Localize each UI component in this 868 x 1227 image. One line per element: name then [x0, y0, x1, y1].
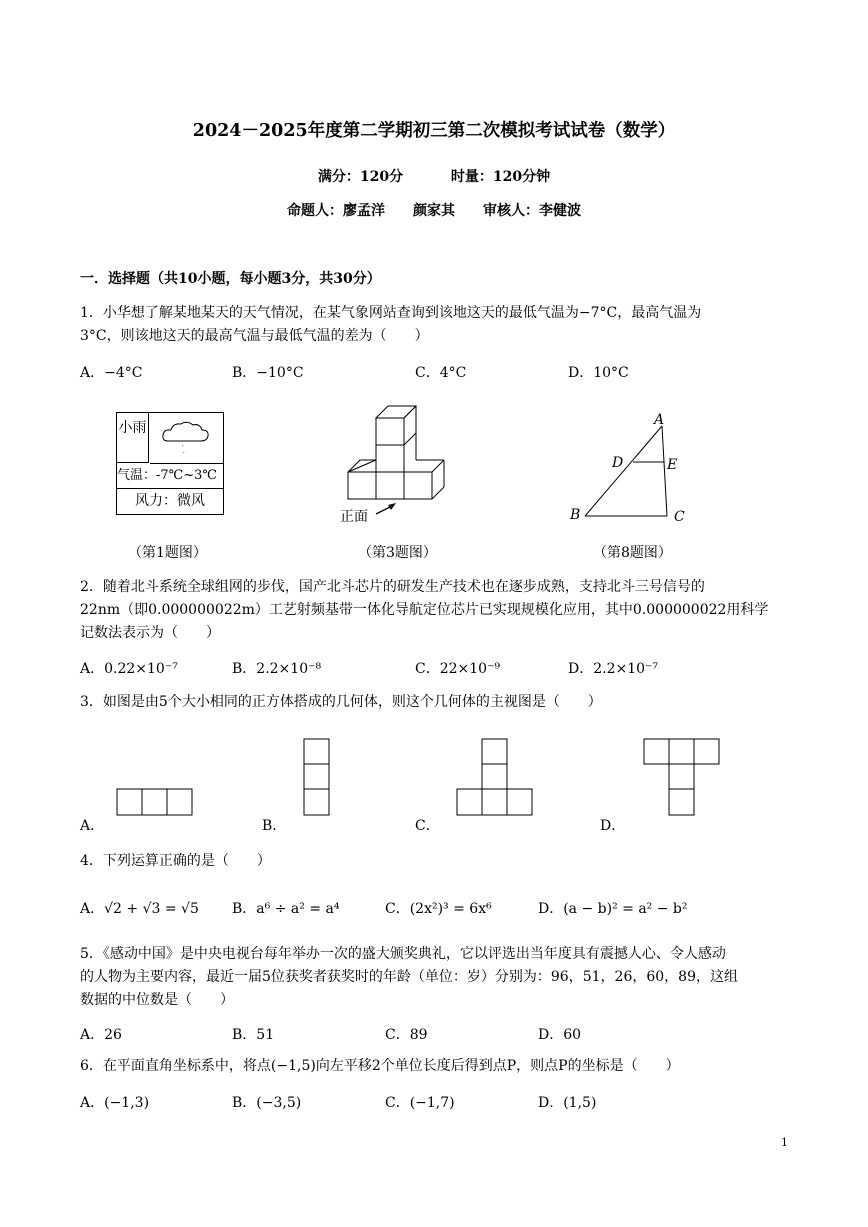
- point-d-label: D: [612, 455, 624, 471]
- q1-line2: 3°C，则该地这天的最高气温与最低气温的差为（ ）: [80, 328, 429, 344]
- q5-option-c: C．89: [385, 1027, 428, 1043]
- page-number: 1: [781, 1136, 788, 1149]
- q5-line1: 5．《感动中国》是中央电视台每年举办一次的盛大颁奖典礼，它以评选出当年度具有震撼人心、令人感动: [80, 946, 726, 962]
- figure-caption-3: （第3题图）: [358, 545, 437, 561]
- score-label: 满分：120分: [317, 169, 404, 185]
- q5-line2: 的人物为主要内容，最近一届5位获奖者获奖时的年龄（单位：岁）分别为：96，51，26，60，89，这组: [80, 969, 738, 985]
- q3-view-d-figure: [643, 738, 721, 818]
- weather-condition: 小雨: [117, 413, 149, 463]
- q3-option-a: A．: [80, 818, 105, 834]
- q2-option-d: D．2.2×10⁻⁷: [568, 661, 659, 677]
- page-title: 2024－2025年度第二学期初三第二次模拟考试试卷（数学）: [192, 121, 676, 141]
- q3-option-d: D．: [600, 818, 626, 834]
- q2-line2: 22nm（即0.000000022m）工艺射频基带一体化导航定位芯片已实现规模化应用，其中0.000000022用科学: [80, 602, 769, 618]
- q6-option-a: A．(−1,3): [80, 1095, 150, 1111]
- weather-wind: 风力：微风: [135, 493, 205, 509]
- q5-line3: 数据的中位数是（ ）: [80, 992, 234, 1008]
- point-e-label: E: [667, 457, 678, 473]
- triangle-figure: [566, 410, 696, 528]
- q3-option-b: B．: [262, 818, 287, 834]
- q3-view-c-figure: [456, 738, 534, 818]
- q1-option-b: B．−10°C: [232, 365, 304, 381]
- q6-option-d: D．(1,5): [538, 1095, 597, 1111]
- q3-view-a-figure: [116, 788, 194, 818]
- point-b-label: B: [570, 507, 581, 523]
- q5-option-b: B．51: [232, 1027, 275, 1043]
- q1-option-d: D．10°C: [568, 365, 629, 381]
- q5-option-a: A．26: [80, 1027, 122, 1043]
- q2-option-b: B．2.2×10⁻⁸: [232, 661, 322, 677]
- q2-option-c: C．22×10⁻⁹: [415, 661, 501, 677]
- q1-option-a: A．−4°C: [80, 365, 143, 381]
- q1-line1: 1．小华想了解某地某天的天气情况，在某气象网站查询到该地这天的最低气温为−7°C，最高气温为: [80, 305, 702, 321]
- q3-view-b-figure: [303, 738, 331, 818]
- front-label: 正面: [340, 509, 368, 525]
- q4-line1: 4．下列运算正确的是（ ）: [80, 853, 271, 869]
- q2-line1: 2．随着北斗系统全球组网的步伐，国产北斗芯片的研发生产技术也在逐步成熟，支持北斗三号信号的: [80, 579, 705, 595]
- svg-text:′: ′: [182, 444, 184, 452]
- time-label: 时量：120分钟: [450, 169, 551, 185]
- q4-option-c: C．(2x²)³ = 6x⁶: [385, 901, 492, 917]
- q5-option-d: D．60: [538, 1027, 582, 1043]
- section-heading: 一．选择题（共10小题，每小题3分，共30分）: [80, 271, 381, 287]
- q4-option-a: A．√2 + √3 = √5: [80, 901, 199, 917]
- svg-text:′: ′: [183, 451, 185, 459]
- q4-option-d: D．(a − b)² = a² − b²: [538, 901, 688, 917]
- q3-line1: 3．如图是由5个大小相同的正方体搭成的几何体，则这个几何体的主视图是（ ）: [80, 694, 602, 710]
- q3-option-c: C．: [415, 818, 440, 834]
- q6-line1: 6．在平面直角坐标系中，将点(−1,5)向左平移2个单位长度后得到点P，则点P的坐标是（ ）: [80, 1058, 680, 1074]
- q2-line3: 记数法表示为（ ）: [80, 625, 220, 641]
- authors-line: 命题人：廖孟洋 颜家其 审核人：李健波: [287, 203, 581, 219]
- q6-option-c: C．(−1,7): [385, 1095, 455, 1111]
- cloud-rain-icon: [150, 413, 223, 464]
- weather-temp: 气温：-7℃~3℃: [117, 464, 223, 489]
- weather-card-figure: [116, 412, 224, 515]
- q2-option-a: A．0.22×10⁻⁷: [80, 661, 178, 677]
- q4-option-b: B．a⁶ ÷ a² = a⁴: [232, 901, 340, 917]
- q1-option-c: C．4°C: [415, 365, 467, 381]
- exam-meta: [0, 166, 868, 186]
- figure-caption-1: （第1题图）: [128, 545, 207, 561]
- q6-option-b: B．(−3,5): [232, 1095, 302, 1111]
- point-c-label: C: [674, 509, 685, 525]
- figure-caption-8: （第8题图）: [593, 545, 672, 561]
- point-a-label: A: [654, 412, 665, 428]
